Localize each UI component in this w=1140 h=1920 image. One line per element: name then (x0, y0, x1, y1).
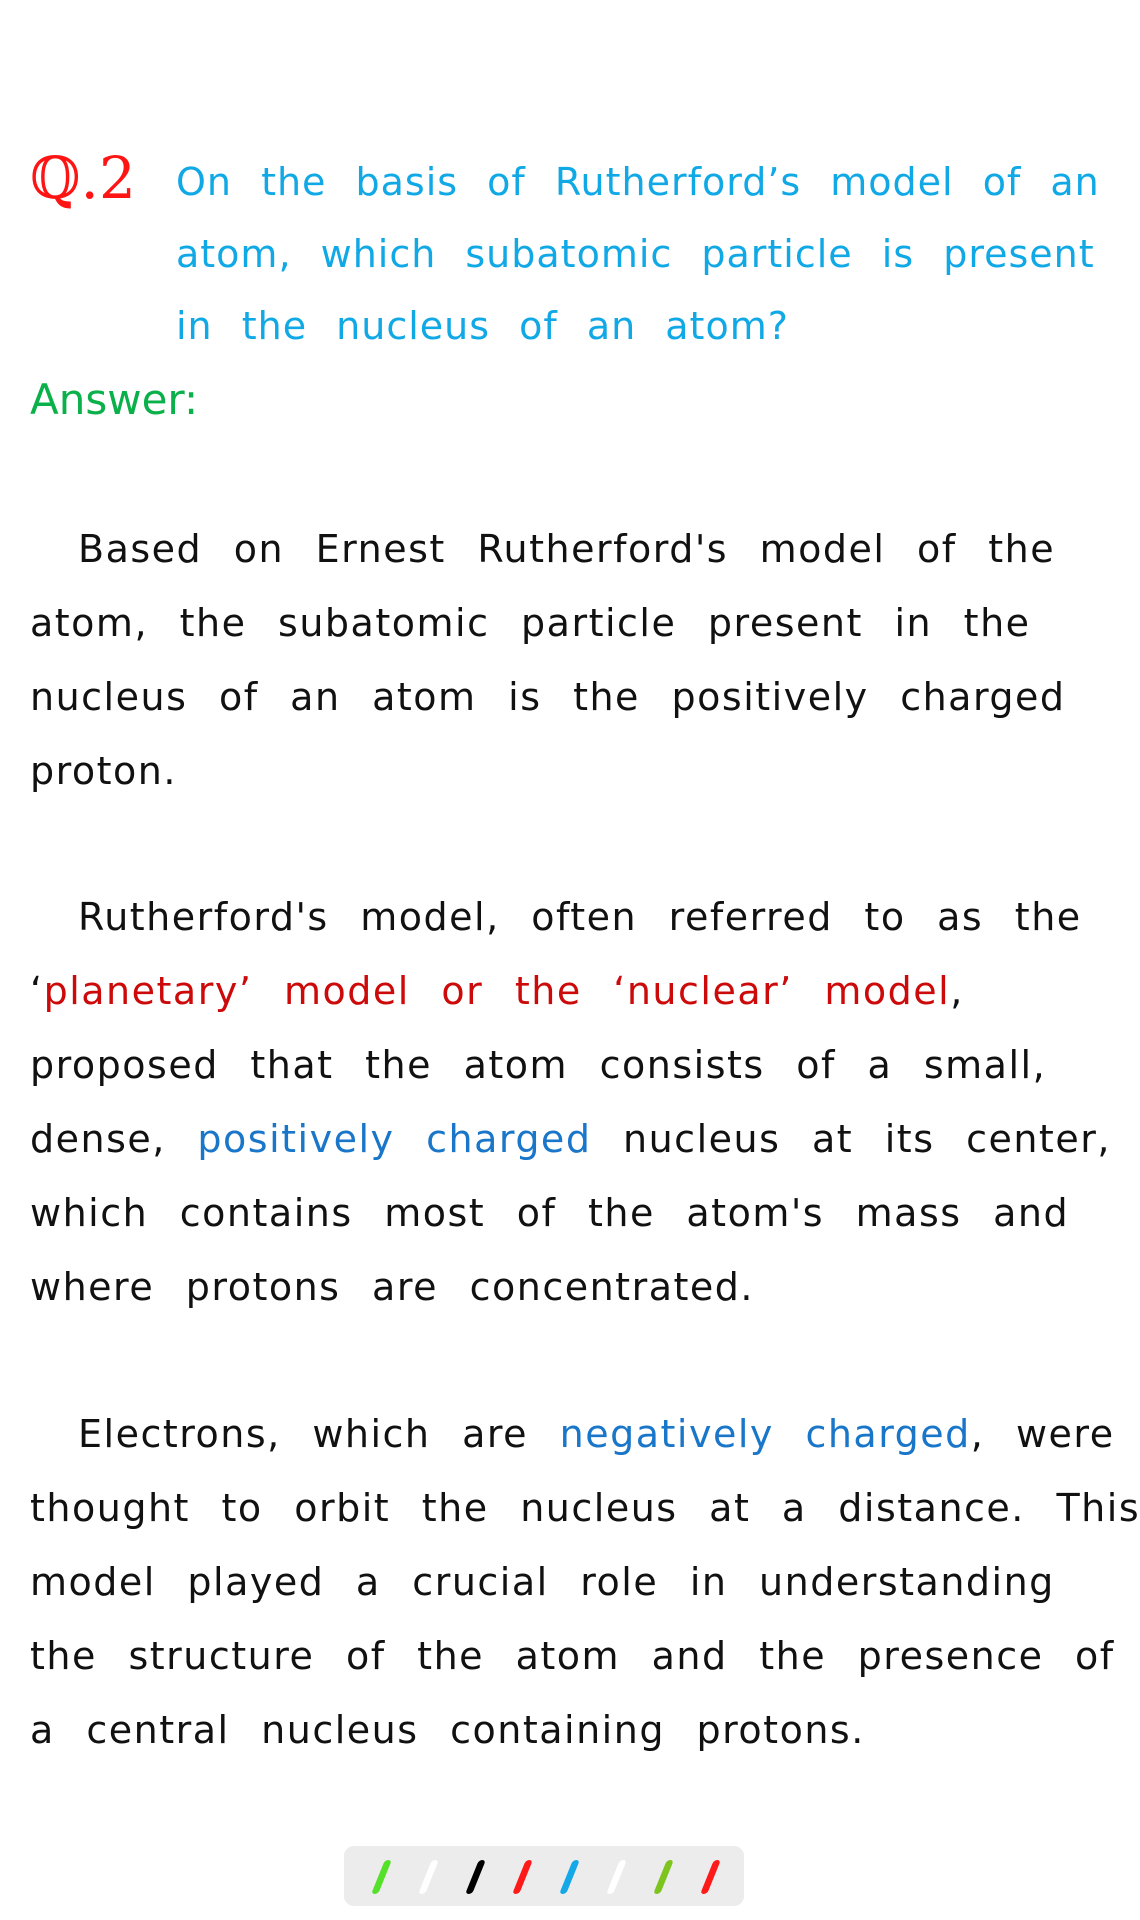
question-number: ℚ.2 (30, 144, 136, 212)
pen-white-2-icon[interactable] (606, 1860, 627, 1894)
highlight-positively-charged: positively charged (197, 1117, 592, 1161)
highlight-negatively-charged: negatively charged (559, 1412, 971, 1456)
highlight-model-names: planetary’ model or the ‘nuclear’ model (43, 969, 951, 1013)
paragraph-line: where protons are concentrated. (30, 1265, 754, 1309)
paragraph-line: proton. (30, 749, 177, 793)
pen-white-icon[interactable] (418, 1860, 439, 1894)
paragraph-line (30, 1102, 1111, 1176)
paragraph-line: a central nucleus containing protons. (30, 1708, 865, 1752)
answer-label: Answer: (30, 375, 199, 424)
line-head: Electrons, which are (78, 1412, 560, 1456)
paragraph-line: proposed that the atom consists of a small, (30, 1043, 1047, 1087)
open-quote: ‘ (30, 969, 44, 1013)
paragraph-line: which contains most of the atom's mass and (30, 1191, 1070, 1235)
line-tail: , (950, 969, 964, 1013)
answer-paragraph-1 (30, 512, 1070, 808)
paragraph-line: atom, the subatomic particle present in the (30, 601, 1031, 645)
paragraph-line (30, 954, 1070, 1028)
pen-black-icon[interactable] (465, 1860, 486, 1894)
question-text (176, 146, 1100, 362)
question-line: in the nucleus of an atom? (176, 304, 789, 348)
paragraph-line: the structure of the atom and the presence of (30, 1634, 1115, 1678)
pen-green-icon[interactable] (371, 1860, 392, 1894)
pen-lime-icon[interactable] (653, 1860, 674, 1894)
pen-color-toolbar (344, 1846, 744, 1906)
answer-paragraph-2 (30, 880, 1111, 1324)
paragraph-line (30, 1397, 1115, 1471)
pen-red-icon[interactable] (512, 1860, 533, 1894)
line-tail: , were (970, 1412, 1115, 1456)
paragraph-line: Rutherford's model, often referred to as the (78, 895, 1082, 939)
paragraph-line: thought to orbit the nucleus at a distance. This (30, 1486, 1140, 1530)
question-line: On the basis of Rutherford’s model of an (176, 160, 1100, 204)
question-line: atom, which subatomic particle is present (176, 232, 1095, 276)
paragraph-line: model played a crucial role in understanding (30, 1560, 1055, 1604)
answer-paragraph-3 (30, 1397, 1140, 1767)
pen-blue-icon[interactable] (559, 1860, 580, 1894)
line-tail: nucleus at its center, (591, 1117, 1111, 1161)
pen-red-2-icon[interactable] (700, 1860, 721, 1894)
paragraph-line: nucleus of an atom is the positively charged (30, 675, 1066, 719)
paragraph-line: Based on Ernest Rutherford's model of the (78, 527, 1056, 571)
line-head: dense, (30, 1117, 198, 1161)
